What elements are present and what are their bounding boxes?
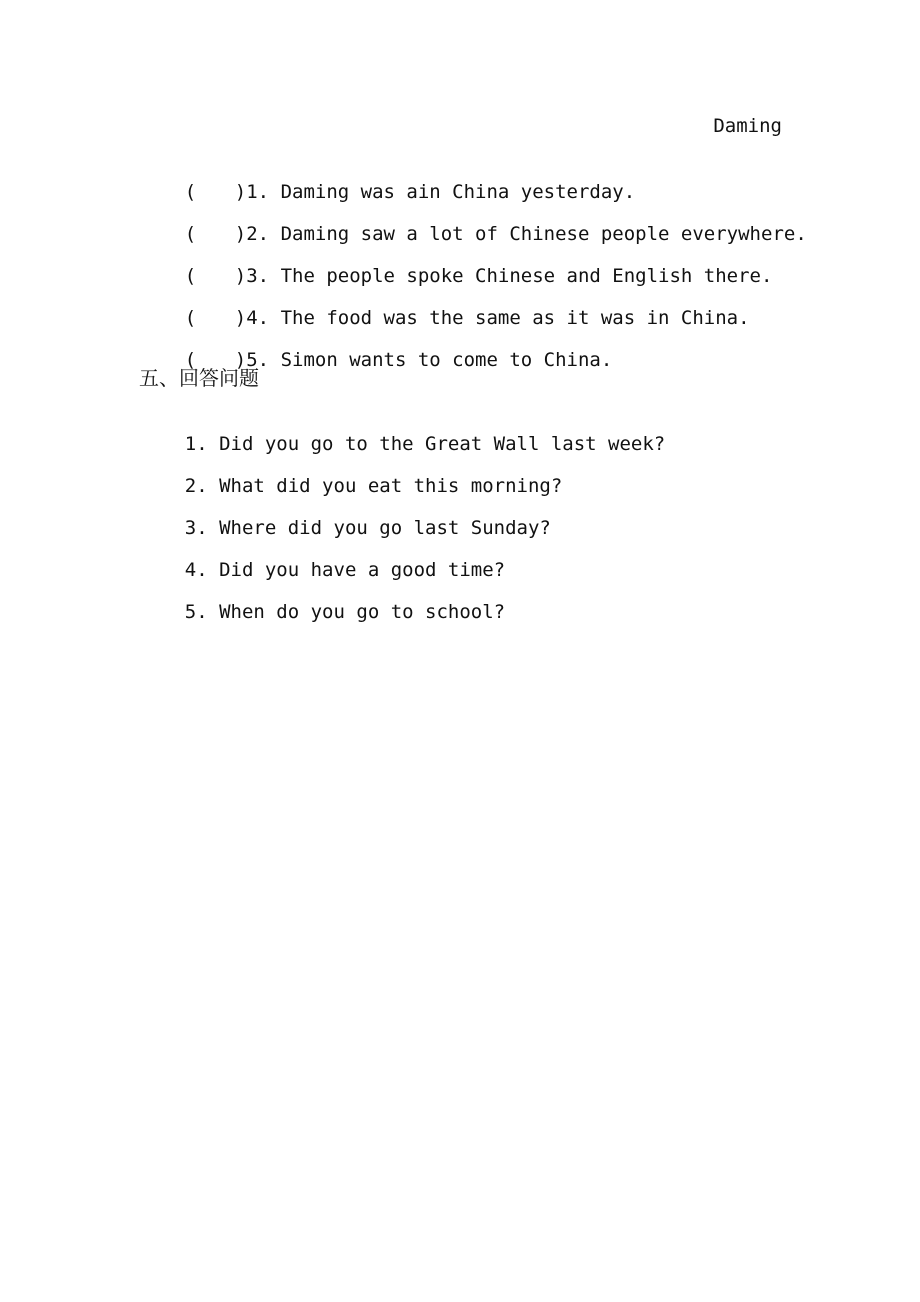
question-text: Did you have a good time? [219, 559, 506, 581]
tf-item-number: 1. [246, 181, 270, 203]
answer-blank-open[interactable]: ( [184, 307, 197, 329]
tf-item-number: 5. [246, 349, 270, 371]
answer-blank-close: ) [234, 181, 247, 203]
section-heading: 五、回答问题 [139, 366, 259, 390]
tf-item-text: Daming saw a lot of Chinese people everywhere. [280, 223, 807, 245]
answer-blank-close: ) [234, 265, 247, 287]
question-number: 2. [184, 475, 208, 497]
question-number: 3. [184, 517, 208, 539]
question-number: 5. [184, 601, 208, 623]
tf-item-text: Daming was ain China yesterday. [280, 181, 636, 203]
question-text: Where did you go last Sunday? [219, 517, 551, 539]
answer-blank-close: ) [234, 307, 247, 329]
question-number: 4. [184, 559, 208, 581]
question-text: Did you go to the Great Wall last week? [219, 433, 666, 455]
answer-blank-close: ) [234, 223, 247, 245]
tf-item-text: Simon wants to come to China. [280, 349, 613, 371]
tf-item-text: The people spoke Chinese and English there. [280, 265, 773, 287]
answer-blank-close: ) [234, 349, 247, 371]
question-number: 1. [184, 433, 208, 455]
tf-item-number: 3. [246, 265, 270, 287]
tf-item-text: The food was the same as it was in China. [280, 307, 750, 329]
question-text: What did you eat this morning? [219, 475, 563, 497]
question-item [139, 576, 505, 648]
question-text: When do you go to school? [219, 601, 506, 623]
tf-item-number: 4. [246, 307, 270, 329]
letter-signature: Daming [713, 115, 782, 137]
tf-item-number: 2. [246, 223, 270, 245]
answer-blank-open[interactable]: ( [184, 265, 197, 287]
answer-blank-open[interactable]: ( [184, 181, 197, 203]
answer-blank-open[interactable]: ( [184, 223, 197, 245]
answer-blank-open[interactable]: ( [184, 349, 197, 371]
